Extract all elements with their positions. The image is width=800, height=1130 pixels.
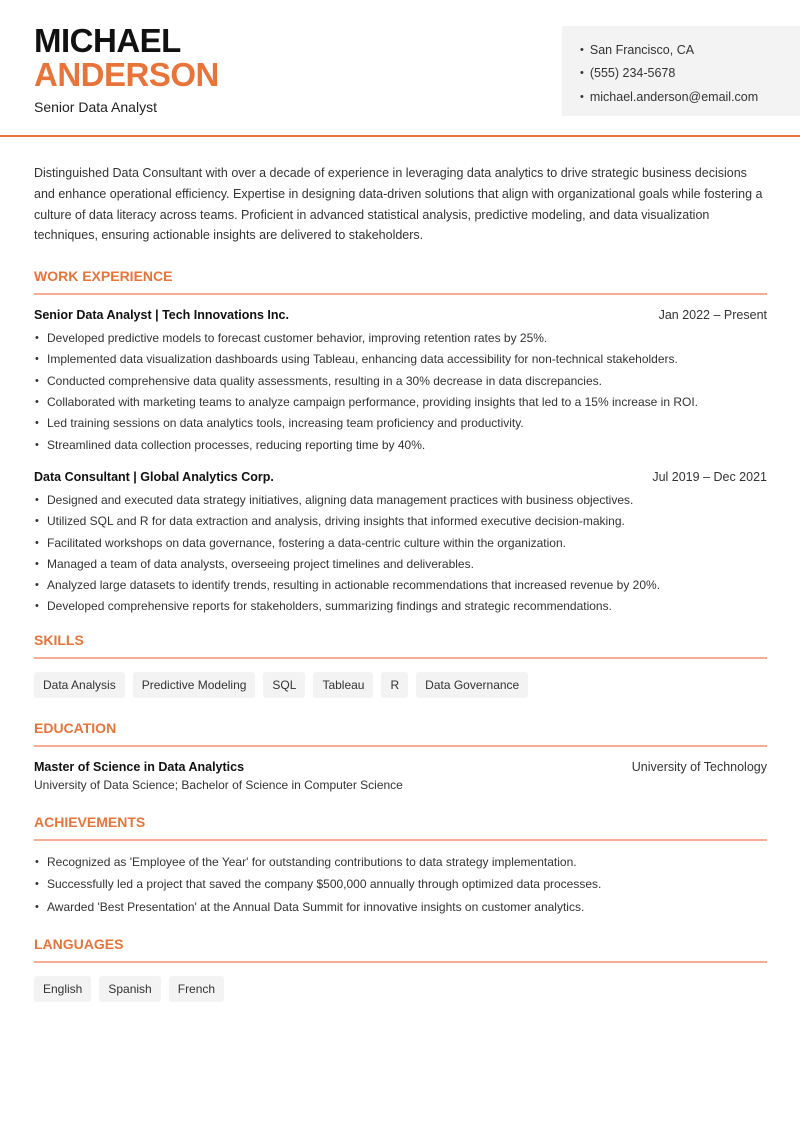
language-tag: Spanish xyxy=(99,976,160,1002)
list-item: • Designed and executed data strategy initiatives, aligning data management practices with business objectives. xyxy=(34,490,767,511)
job-role: Senior Data Analyst | Tech Innovations Inc. xyxy=(34,308,289,323)
job-header xyxy=(34,470,767,484)
skill-tag: Data Analysis xyxy=(34,672,125,698)
list-item: • Managed a team of data analysts, overseeing project timelines and deliverables. xyxy=(34,554,767,575)
skills-section xyxy=(34,632,767,698)
education-header xyxy=(34,760,767,774)
list-item: • Collaborated with marketing teams to analyze campaign performance, providing insights that led to a 15% increase in ROI. xyxy=(34,392,767,413)
list-item: • Facilitated workshops on data governance, fostering a data-centric culture within the organization. xyxy=(34,533,767,554)
section-title: SKILLS xyxy=(34,632,767,659)
section-title: ACHIEVEMENTS xyxy=(34,814,767,841)
list-item: • Analyzed large datasets to identify trends, resulting in actionable recommendations that increased revenue by 20%. xyxy=(34,575,767,596)
language-tag: English xyxy=(34,976,91,1002)
list-item: • Developed comprehensive reports for stakeholders, summarizing findings and strategic recommendations. xyxy=(34,596,767,617)
section-title: WORK EXPERIENCE xyxy=(34,268,767,295)
skill-tag: R xyxy=(381,672,408,698)
list-item: • Developed predictive models to forecast customer behavior, improving retention rates by 25%. xyxy=(34,328,767,349)
job-dates: Jul 2019 – Dec 2021 xyxy=(652,469,767,484)
languages-section xyxy=(34,936,767,1002)
job-header xyxy=(34,308,767,322)
skill-tag: SQL xyxy=(263,672,305,698)
job-bullets xyxy=(34,328,767,456)
education-details: University of Data Science; Bachelor of Science in Computer Science xyxy=(34,777,403,792)
skill-tag: Predictive Modeling xyxy=(133,672,256,698)
resume-header xyxy=(0,0,800,137)
job-title: Senior Data Analyst xyxy=(34,99,157,115)
list-item: • Implemented data visualization dashboards using Tableau, enhancing data accessibility for non-technical stakeholders. xyxy=(34,349,767,370)
job-dates: Jan 2022 – Present xyxy=(658,308,767,323)
last-name: ANDERSON xyxy=(34,56,219,93)
list-item: • Recognized as 'Employee of the Year' for outstanding contributions to data strategy implementation. xyxy=(34,851,767,874)
list-item: • Utilized SQL and R for data extraction and analysis, driving insights that informed executive decision-making. xyxy=(34,511,767,532)
section-title: LANGUAGES xyxy=(34,936,767,963)
contact-email[interactable]: • michael.anderson@email.com xyxy=(580,85,800,109)
contact-phone: • (555) 234-5678 xyxy=(580,62,800,86)
contact-location: • San Francisco, CA xyxy=(580,38,800,62)
job-bullets xyxy=(34,490,767,618)
list-item: • Streamlined data collection processes, reducing reporting time by 40%. xyxy=(34,435,767,456)
list-item: • Successfully led a project that saved the company $500,000 annually through optimized data processes. xyxy=(34,873,767,896)
list-item: • Conducted comprehensive data quality assessments, resulting in a 30% decrease in data discrepancies. xyxy=(34,371,767,392)
list-item: • Awarded 'Best Presentation' at the Annual Data Summit for innovative insights on customer analytics. xyxy=(34,896,767,919)
section-title: EDUCATION xyxy=(34,720,767,747)
achievement-list xyxy=(34,851,767,919)
education-section xyxy=(34,720,767,792)
skill-tag: Data Governance xyxy=(416,672,528,698)
work-experience-section xyxy=(34,268,767,618)
skill-tag: Tableau xyxy=(313,672,373,698)
summary: Distinguished Data Consultant with over a decade of experience in leveraging data analytics to drive strategic business decisions and enhance operational efficiency. Expertise in designing data-driven solutions that align with organizational goals while fostering a culture of data literacy across teams. Proficient in advanced statistical analysis, predictive modeling, and data visualization techniques, ensuring actionable insights are delivered to stakeholders. xyxy=(34,166,763,243)
school: University of Technology xyxy=(631,759,767,774)
language-tag: French xyxy=(169,976,224,1002)
achievements-section xyxy=(34,814,767,919)
first-name: MICHAEL xyxy=(34,22,181,59)
job-role: Data Consultant | Global Analytics Corp. xyxy=(34,469,274,484)
list-item: • Led training sessions on data analytics tools, increasing team proficiency and productivity. xyxy=(34,413,767,434)
contact-box xyxy=(562,26,800,116)
degree: Master of Science in Data Analytics xyxy=(34,759,245,774)
